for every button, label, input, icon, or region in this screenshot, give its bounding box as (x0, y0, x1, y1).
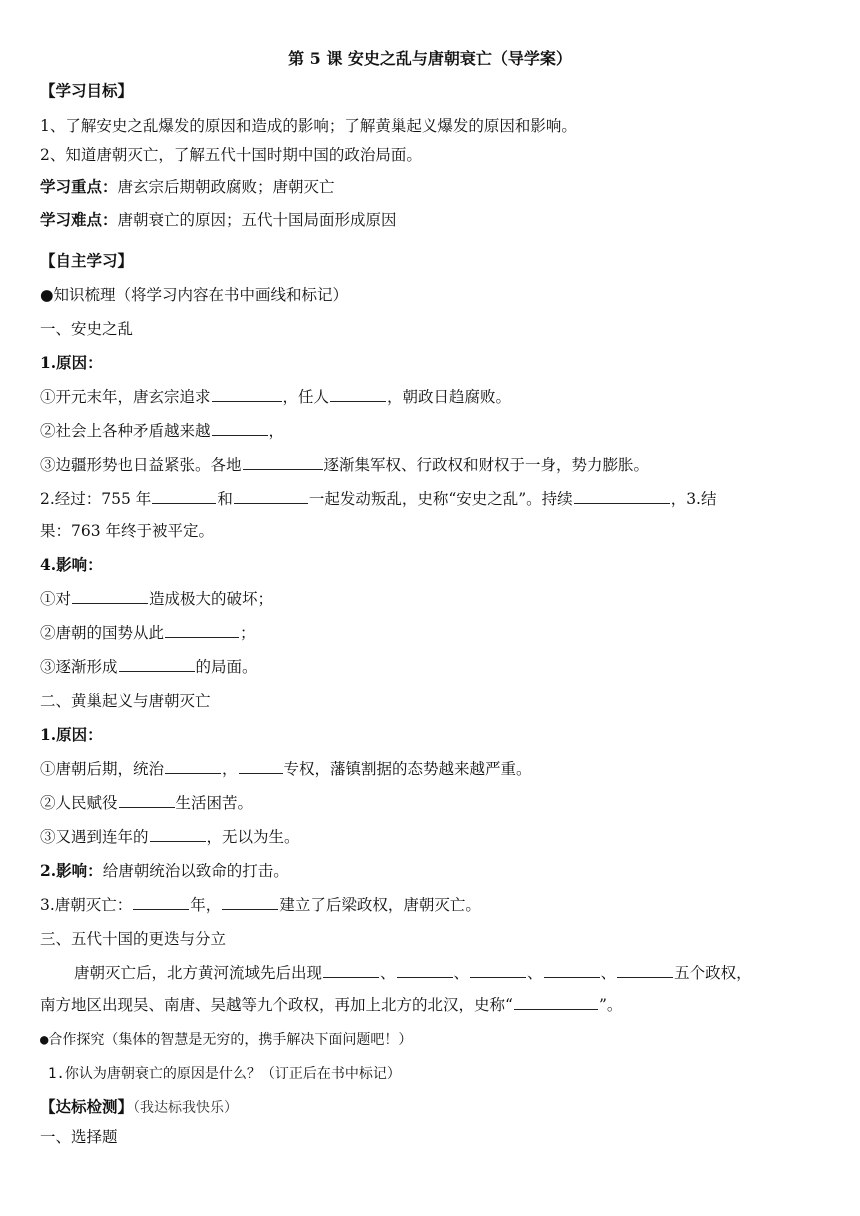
fill-blank[interactable] (239, 759, 283, 774)
goal-item-1: 1、了解安史之乱爆发的原因和造成的影响；了解黄巢起义爆发的原因和影响。 (40, 117, 577, 135)
fill-blank[interactable] (617, 963, 673, 978)
fill-blank[interactable] (119, 657, 195, 672)
fill-blank[interactable] (212, 421, 268, 436)
s2-effect-label: 2.影响： (40, 861, 103, 880)
fill-blank[interactable] (165, 623, 239, 638)
fill-blank[interactable] (330, 387, 386, 402)
knowledge-heading: ●知识梳理（将学习内容在书中画线和标记） (40, 286, 349, 304)
goal-item-2: 2、知道唐朝灭亡，了解五代十国时期中国的政治局面。 (40, 146, 422, 164)
fill-blank[interactable] (72, 589, 148, 604)
page-title: 第 5 课 安史之乱与唐朝衰亡（导学案） (288, 49, 572, 68)
section-2-heading: 二、黄巢起义与唐朝灭亡 (40, 692, 211, 710)
choice-heading: 一、选择题 (40, 1128, 118, 1146)
s2-cause-label: 1.原因： (40, 725, 103, 744)
difficulty-label: 学习难点： (40, 210, 118, 229)
s2-effect (40, 860, 820, 882)
s1-process: 2.经过：755 年 和 一起发动叛乱，史称“安史之乱”。持续 ，3.结 (40, 490, 717, 508)
s1-cause-3: ③边疆形势也日益紧张。各地 逐渐集军权、行政权和财权于一身，势力膨胀。 (40, 456, 650, 474)
self-study-heading: 【自主学习】 (40, 251, 134, 270)
fill-blank[interactable] (165, 759, 221, 774)
difficulty-point (40, 209, 820, 231)
test-note: （我达标我快乐） (133, 1100, 239, 1116)
key-point (40, 176, 820, 198)
fill-blank[interactable] (323, 963, 379, 978)
s1-cause-1: ①开元末年，唐玄宗追求 ，任人 ，朝政日趋腐败。 (40, 388, 512, 406)
fill-blank[interactable] (574, 489, 670, 504)
s3-paragraph-2: 南方地区出现吴、南唐、吴越等九个政权，再加上北方的北汉，史称“ ”。 (40, 996, 623, 1014)
goals-heading: 【学习目标】 (40, 81, 134, 100)
fill-blank[interactable] (234, 489, 308, 504)
coop-question-1: 1.你认为唐朝衰亡的原因是什么？（订正后在书中标记） (48, 1066, 401, 1082)
key-point-text: 唐玄宗后期朝政腐败；唐朝灭亡 (117, 178, 335, 196)
fill-blank[interactable] (150, 827, 206, 842)
s2-cause-3: ③又遇到连年的 ，无以为生。 (40, 828, 300, 846)
s1-effect-3: ③逐渐形成 的局面。 (40, 658, 258, 676)
s2-cause-2: ②人民赋役 生活困苦。 (40, 794, 254, 812)
fill-blank[interactable] (212, 387, 282, 402)
fill-blank[interactable] (222, 895, 278, 910)
test-heading: 【达标检测】 (40, 1097, 134, 1116)
s1-effect-1: ①对 造成极大的破坏； (40, 590, 274, 608)
s3-paragraph-1: 唐朝灭亡后，北方黄河流域先后出现 、 、 、 、 五个政权， (74, 964, 752, 982)
fill-blank[interactable] (397, 963, 453, 978)
s1-cause-2: ②社会上各种矛盾越来越 ， (40, 422, 285, 440)
fill-blank[interactable] (133, 895, 189, 910)
section-1-heading: 一、安史之乱 (40, 320, 134, 338)
fill-blank[interactable] (119, 793, 175, 808)
key-point-label: 学习重点： (40, 177, 118, 196)
s2-effect-text: 给唐朝统治以致命的打击。 (102, 862, 289, 880)
s1-cause-label: 1.原因： (40, 353, 103, 372)
s1-result: 果：763 年终于被平定。 (40, 522, 215, 540)
fill-blank[interactable] (152, 489, 216, 504)
fill-blank[interactable] (544, 963, 600, 978)
test-heading-row (40, 1096, 820, 1119)
fill-blank[interactable] (470, 963, 526, 978)
s2-cause-1: ①唐朝后期，统治 ， 专权，藩镇割据的态势越来越严重。 (40, 760, 532, 778)
difficulty-text: 唐朝衰亡的原因；五代十国局面形成原因 (117, 211, 397, 229)
s1-effect-2: ②唐朝的国势从此 ； (40, 624, 256, 642)
section-3-heading: 三、五代十国的更迭与分立 (40, 930, 227, 948)
s2-end: 3.唐朝灭亡： 年， 建立了后梁政权，唐朝灭亡。 (40, 896, 481, 914)
coop-heading: ●合作探究（集体的智慧是无穷的，携手解决下面问题吧！） (40, 1032, 413, 1048)
fill-blank[interactable] (243, 455, 323, 470)
fill-blank[interactable] (514, 995, 598, 1010)
s1-effect-label: 4.影响： (40, 555, 103, 574)
